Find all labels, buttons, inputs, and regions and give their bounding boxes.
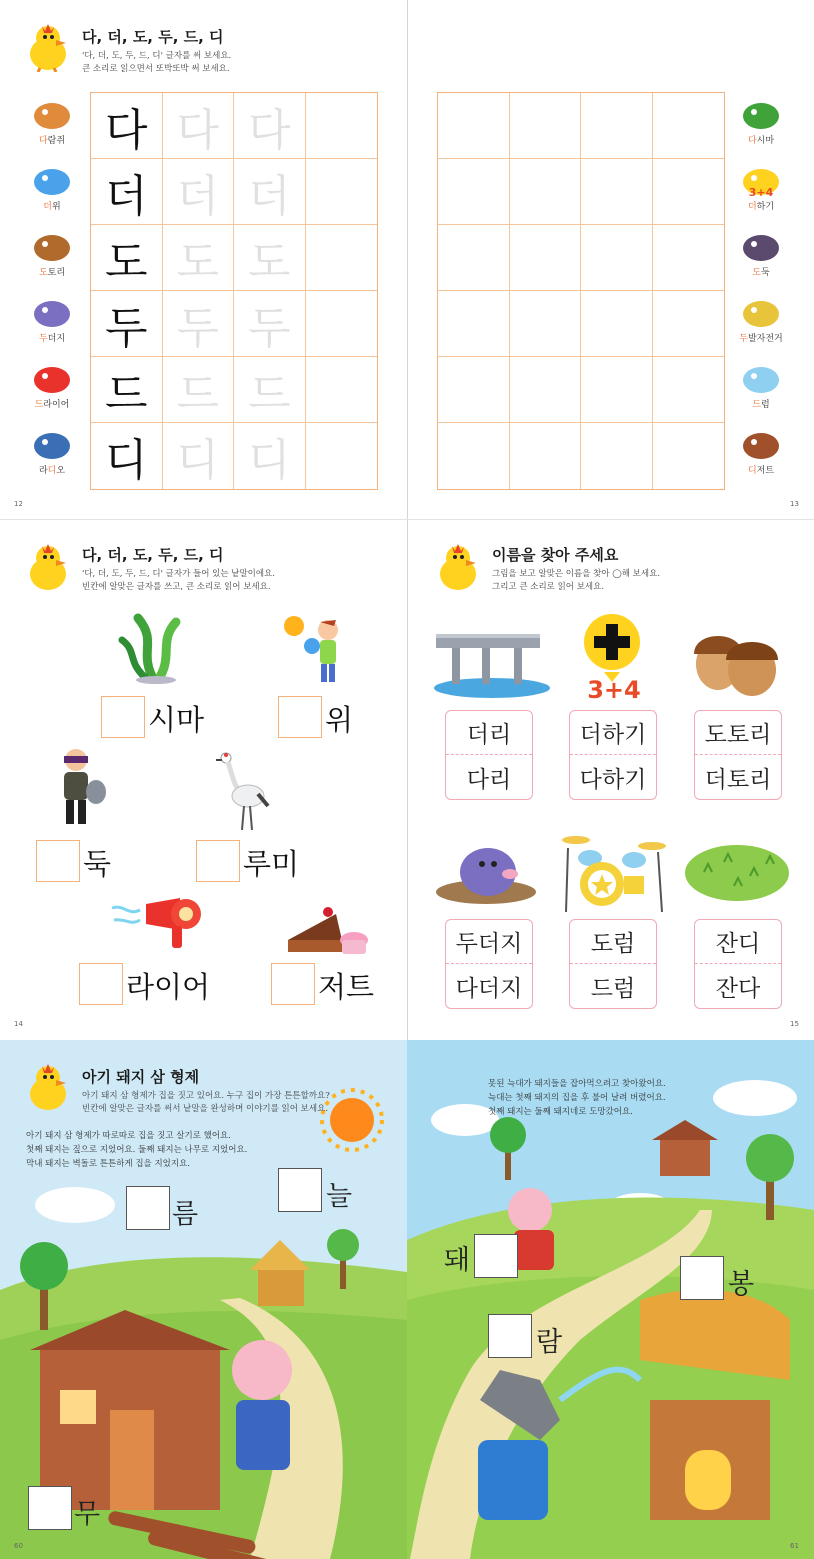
hair-dryer-icon xyxy=(110,894,206,954)
word-label: 더위 xyxy=(43,202,61,212)
page-subtitle-1: '다, 더, 도, 두, 드, 디' 글자를 써 보세요. xyxy=(82,51,232,61)
empty-writing-cell[interactable] xyxy=(438,357,510,423)
squirrel-icon xyxy=(29,96,75,132)
empty-writing-cell[interactable] xyxy=(438,291,510,357)
empty-writing-cell[interactable] xyxy=(581,159,653,225)
story-line: 늑대는 첫째 돼지의 집을 후 불어 날려 버렸어요. xyxy=(488,1093,666,1103)
word-exercise-spread xyxy=(0,520,814,1040)
story-answer-blank[interactable] xyxy=(28,1486,72,1530)
choice-option[interactable]: 다리 xyxy=(466,766,512,793)
empty-writing-cell[interactable] xyxy=(306,93,378,159)
choice-option[interactable]: 더리 xyxy=(446,711,532,755)
model-syllable: 도 xyxy=(91,225,163,291)
choice-option[interactable]: 잔디 xyxy=(695,920,781,964)
bicycle-icon xyxy=(738,294,784,330)
model-syllable: 드 xyxy=(91,357,163,423)
trace-syllable: 두 xyxy=(163,291,235,357)
empty-writing-cell[interactable] xyxy=(653,159,725,225)
word-remainder: 저트 xyxy=(318,970,375,1004)
page-subtitle-1: '다, 더, 도, 두, 드, 디' 글자가 들어 있는 낱말이에요. xyxy=(82,569,276,579)
drum-icon xyxy=(738,360,784,396)
trace-syllable: 도 xyxy=(234,225,306,291)
story-word-suffix: 름 xyxy=(172,1199,199,1230)
empty-writing-cell[interactable] xyxy=(581,291,653,357)
page-subtitle-1: 아기 돼지 삼 형제가 집을 짓고 있어요. 누구 집이 가장 튼튼할까요? xyxy=(82,1091,330,1101)
empty-writing-cell[interactable] xyxy=(438,225,510,291)
bridge-icon xyxy=(432,628,552,700)
empty-writing-cell[interactable] xyxy=(510,291,582,357)
page-number: 13 xyxy=(790,500,799,508)
page-title: 다, 더, 도, 두, 드, 디 xyxy=(82,28,224,46)
page-subtitle-1: 그림을 보고 알맞은 이름을 찾아 ◯해 보세요. xyxy=(492,569,661,579)
page-subtitle-2: 그리고 큰 소리로 읽어 보세요. xyxy=(492,582,605,592)
trace-syllable: 다 xyxy=(163,93,235,159)
story-word-suffix: 봉 xyxy=(728,1269,755,1300)
word-remainder: 위 xyxy=(325,703,354,737)
trace-syllable: 더 xyxy=(163,159,235,225)
word-illustration xyxy=(22,360,82,410)
dessert-icon xyxy=(284,900,370,966)
writing-grid-right xyxy=(437,92,725,490)
story-line: 막내 돼지는 벽돌로 튼튼하게 집을 지었지요. xyxy=(26,1159,191,1169)
seaweed-icon xyxy=(738,96,784,132)
choice-option[interactable]: 도럼 xyxy=(570,920,656,964)
word-remainder: 루미 xyxy=(243,847,300,881)
choice-option[interactable]: 두더지 xyxy=(446,920,532,964)
word-illustration xyxy=(22,294,82,344)
story-word-suffix: 람 xyxy=(536,1327,563,1358)
hot-weather-boy-icon xyxy=(278,610,354,690)
page-title: 아기 돼지 삼 형제 xyxy=(82,1068,200,1086)
drum-icon xyxy=(558,828,670,914)
empty-writing-cell[interactable] xyxy=(510,423,582,489)
page-number: 61 xyxy=(790,1542,799,1550)
word-label: 두더지 xyxy=(38,334,66,344)
story-answer-blank[interactable] xyxy=(474,1234,518,1278)
thief-icon xyxy=(48,746,110,832)
story-word-suffix: 늘 xyxy=(326,1181,353,1212)
empty-writing-cell[interactable] xyxy=(653,225,725,291)
empty-writing-cell[interactable] xyxy=(306,291,378,357)
story-line: 못된 늑대가 돼지들을 잡아먹으려고 찾아왔어요. xyxy=(488,1079,666,1089)
page-gutter xyxy=(407,0,408,520)
trace-syllable: 다 xyxy=(234,93,306,159)
page-title: 다, 더, 도, 두, 드, 디 xyxy=(82,546,224,564)
word-illustration xyxy=(731,96,791,146)
choice-option[interactable]: 더하기 xyxy=(570,711,656,755)
empty-writing-cell[interactable] xyxy=(653,93,725,159)
word-label: 다람쥐 xyxy=(38,136,66,146)
choice-option[interactable]: 잔다 xyxy=(715,975,761,1002)
empty-writing-cell[interactable] xyxy=(510,93,582,159)
writing-practice-spread xyxy=(0,0,814,520)
trace-syllable: 두 xyxy=(234,291,306,357)
svg-text:3+4: 3+4 xyxy=(587,676,641,702)
story-answer-blank[interactable] xyxy=(126,1186,170,1230)
name-choice-card xyxy=(694,919,782,1009)
page-subtitle-2: 빈칸에 알맞은 글자를 써서 낱말을 완성하며 이야기를 읽어 보세요. xyxy=(82,1104,329,1114)
radio-icon xyxy=(29,426,75,462)
name-choice-card xyxy=(569,710,657,800)
empty-writing-cell[interactable] xyxy=(581,357,653,423)
empty-writing-cell[interactable] xyxy=(581,93,653,159)
chick-mascot-icon xyxy=(26,22,72,72)
addition-icon xyxy=(738,162,784,198)
writing-grid-left xyxy=(90,92,378,490)
addition-badge-text: 3+4 xyxy=(748,186,774,198)
word-label: 도둑 xyxy=(752,268,770,278)
answer-blank[interactable] xyxy=(196,840,240,882)
word-label: 다시마 xyxy=(747,136,775,146)
seaweed-icon xyxy=(118,612,192,684)
empty-writing-cell[interactable] xyxy=(438,423,510,489)
model-syllable: 더 xyxy=(91,159,163,225)
chick-mascot-icon xyxy=(26,1062,72,1112)
story-answer-blank[interactable] xyxy=(278,1168,322,1212)
model-syllable: 디 xyxy=(91,423,163,489)
word-remainder: 시마 xyxy=(148,703,205,737)
story-answer-blank[interactable] xyxy=(680,1256,724,1300)
story-line: 첫째 돼지는 짚으로 지었어요. 둘째 돼지는 나무로 지었어요. xyxy=(26,1145,248,1155)
word-illustration xyxy=(22,96,82,146)
answer-blank[interactable] xyxy=(79,963,123,1005)
answer-blank[interactable] xyxy=(101,696,145,738)
mole-icon xyxy=(434,838,540,906)
page-number: 60 xyxy=(14,1542,23,1550)
empty-writing-cell[interactable] xyxy=(306,423,378,489)
empty-writing-cell[interactable] xyxy=(510,225,582,291)
thief-icon xyxy=(738,228,784,264)
name-choice-card xyxy=(445,710,533,800)
acorn-icon xyxy=(29,228,75,264)
name-choice-card xyxy=(694,710,782,800)
empty-writing-cell[interactable] xyxy=(306,159,378,225)
word-label: 두발자전거 xyxy=(739,334,783,344)
trace-syllable: 드 xyxy=(163,357,235,423)
word-illustration xyxy=(731,228,791,278)
story-word-prefix: 돼 xyxy=(444,1245,471,1276)
choice-option[interactable]: 드럼 xyxy=(590,975,636,1002)
acorn-icon xyxy=(688,620,784,700)
trace-syllable: 더 xyxy=(234,159,306,225)
grass-icon xyxy=(684,842,790,904)
word-remainder: 둑 xyxy=(83,847,112,881)
choice-option[interactable]: 다더지 xyxy=(455,975,523,1002)
word-illustration xyxy=(22,162,82,212)
empty-writing-cell[interactable] xyxy=(653,357,725,423)
empty-writing-cell[interactable] xyxy=(581,225,653,291)
answer-blank[interactable] xyxy=(271,963,315,1005)
word-label: 라디오 xyxy=(38,466,66,476)
page-number: 14 xyxy=(14,1020,23,1028)
page-gutter xyxy=(407,520,408,1040)
answer-blank[interactable] xyxy=(278,696,322,738)
answer-blank[interactable] xyxy=(36,840,80,882)
trace-syllable: 디 xyxy=(163,423,235,489)
trace-syllable: 도 xyxy=(163,225,235,291)
word-label: 드럼 xyxy=(752,400,770,410)
word-label: 도토리 xyxy=(38,268,66,278)
story-spread xyxy=(0,1040,814,1559)
empty-writing-cell[interactable] xyxy=(653,423,725,489)
empty-writing-cell[interactable] xyxy=(438,159,510,225)
page-subtitle-2: 빈칸에 알맞은 글자를 쓰고, 큰 소리로 읽어 보세요. xyxy=(82,582,271,592)
empty-writing-cell[interactable] xyxy=(306,225,378,291)
word-label: 더하기 xyxy=(747,202,775,212)
chick-mascot-icon xyxy=(26,542,72,592)
hair-dryer-icon xyxy=(29,360,75,396)
word-illustration xyxy=(731,360,791,410)
dessert-icon xyxy=(738,426,784,462)
empty-writing-cell[interactable] xyxy=(510,159,582,225)
word-illustration xyxy=(731,294,791,344)
empty-writing-cell[interactable] xyxy=(653,291,725,357)
empty-writing-cell[interactable] xyxy=(510,357,582,423)
story-line: 아기 돼지 삼 형제가 따로따로 집을 짓고 살기로 했어요. xyxy=(26,1131,231,1141)
name-choice-card xyxy=(569,919,657,1009)
hot-weather-boy-icon xyxy=(29,162,75,198)
choice-option[interactable]: 다하기 xyxy=(579,766,647,793)
empty-writing-cell[interactable] xyxy=(438,93,510,159)
word-label: 드라이어 xyxy=(34,400,70,410)
word-label: 디저트 xyxy=(747,466,775,476)
chick-mascot-icon xyxy=(436,542,482,592)
empty-writing-cell[interactable] xyxy=(581,423,653,489)
word-illustration xyxy=(22,228,82,278)
addition-icon xyxy=(572,612,656,702)
empty-writing-cell[interactable] xyxy=(306,357,378,423)
story-line: 첫째 돼지는 둘째 돼지네로 도망갔어요. xyxy=(488,1107,633,1117)
model-syllable: 두 xyxy=(91,291,163,357)
story-word-suffix: 무 xyxy=(74,1499,101,1530)
word-remainder: 라이어 xyxy=(126,970,211,1004)
page-title: 이름을 찾아 주세요 xyxy=(492,546,619,564)
choice-option[interactable]: 도토리 xyxy=(695,711,781,755)
model-syllable: 다 xyxy=(91,93,163,159)
word-illustration xyxy=(731,426,791,476)
page-subtitle-2: 큰 소리로 읽으면서 또박또박 써 보세요. xyxy=(82,64,230,74)
trace-syllable: 드 xyxy=(234,357,306,423)
word-illustration xyxy=(22,426,82,476)
page-number: 12 xyxy=(14,500,23,508)
story-answer-blank[interactable] xyxy=(488,1314,532,1358)
crane-bird-icon xyxy=(214,750,270,832)
name-choice-card xyxy=(445,919,533,1009)
choice-option[interactable]: 더토리 xyxy=(704,766,772,793)
word-illustration xyxy=(731,162,791,212)
trace-syllable: 디 xyxy=(234,423,306,489)
page-number: 15 xyxy=(790,1020,799,1028)
mole-icon xyxy=(29,294,75,330)
